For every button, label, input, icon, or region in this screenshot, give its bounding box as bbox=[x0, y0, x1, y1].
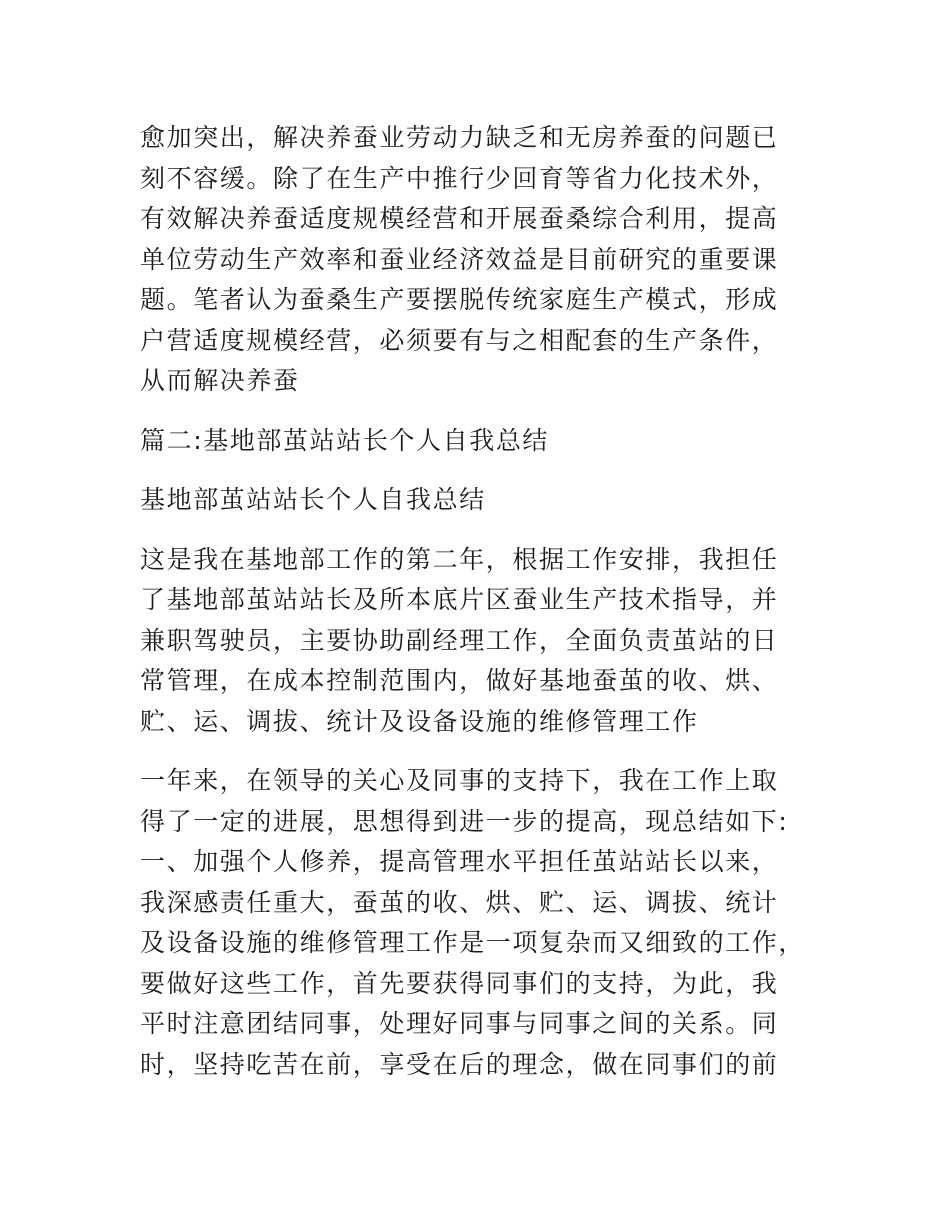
article-title: 基地部茧站站长个人自我总结 bbox=[140, 485, 486, 514]
paragraph-spacer bbox=[140, 742, 820, 761]
text-line: 兼职驾驶员，主要协助副经理工作，全面负责茧站的日 bbox=[140, 625, 779, 655]
section-title: 篇二:基地部茧站站长个人自我总结 bbox=[140, 425, 550, 455]
text-line: 贮、运、调拔、统计及设备设施的维修管理工作 bbox=[140, 706, 699, 736]
text-line: 刻不容缓。除了在生产中推行少回育等省力化技术外， bbox=[140, 163, 779, 193]
text-line: 常管理，在成本控制范围内，做好基地蚕茧的收、烘、 bbox=[140, 666, 779, 695]
text-line: 有效解决养蚕适度规模经营和开展蚕桑综合利用，提高 bbox=[140, 204, 779, 233]
paragraph-intro bbox=[140, 118, 820, 402]
text-line: 一、加强个人修养，提高管理水平担任茧站站长以来， bbox=[140, 847, 779, 876]
paragraph-summary bbox=[140, 761, 820, 1085]
paragraph-duties bbox=[140, 540, 820, 743]
text-line: 要做好这些工作，首先要获得同事们的支持，为此，我 bbox=[140, 968, 779, 998]
text-line: 平时注意团结同事，处理好同事与同事之间的关系。同 bbox=[140, 1009, 779, 1038]
section-heading bbox=[140, 421, 820, 462]
article-heading bbox=[140, 480, 820, 521]
text-line: 时，坚持吃苦在前，享受在后的理念，做在同事们的前 bbox=[140, 1049, 779, 1079]
text-line: 从而解决养蚕 bbox=[140, 366, 300, 395]
text-line: 愈加突出，解决养蚕业劳动力缺乏和无房养蚕的问题已 bbox=[140, 123, 779, 152]
paragraph-spacer bbox=[140, 461, 820, 480]
text-line: 户营适度规模经营，必须要有与之相配套的生产条件， bbox=[140, 325, 779, 355]
text-line: 我深感责任重大，蚕茧的收、烘、贮、运、调拔、统计 bbox=[140, 887, 779, 917]
text-line: 了基地部茧站站长及所本底片区蚕业生产技术指导，并 bbox=[140, 585, 779, 614]
paragraph-spacer bbox=[140, 521, 820, 540]
text-line: 这是我在基地部工作的第二年，根据工作安排，我担任 bbox=[140, 544, 779, 574]
text-line: 一年来，在领导的关心及同事的支持下，我在工作上取 bbox=[140, 766, 779, 795]
text-line: 及设备设施的维修管理工作是一项复杂而又细致的工作， bbox=[140, 928, 806, 957]
text-line: 题。笔者认为蚕桑生产要摆脱传统家庭生产模式，形成 bbox=[140, 285, 779, 314]
paragraph-spacer bbox=[140, 402, 820, 421]
text-line: 单位劳动生产效率和蚕业经济效益是目前研究的重要课 bbox=[140, 244, 779, 274]
document-body bbox=[140, 118, 820, 1085]
text-line: 得了一定的进展，思想得到进一步的提高，现总结如下: bbox=[140, 806, 789, 836]
